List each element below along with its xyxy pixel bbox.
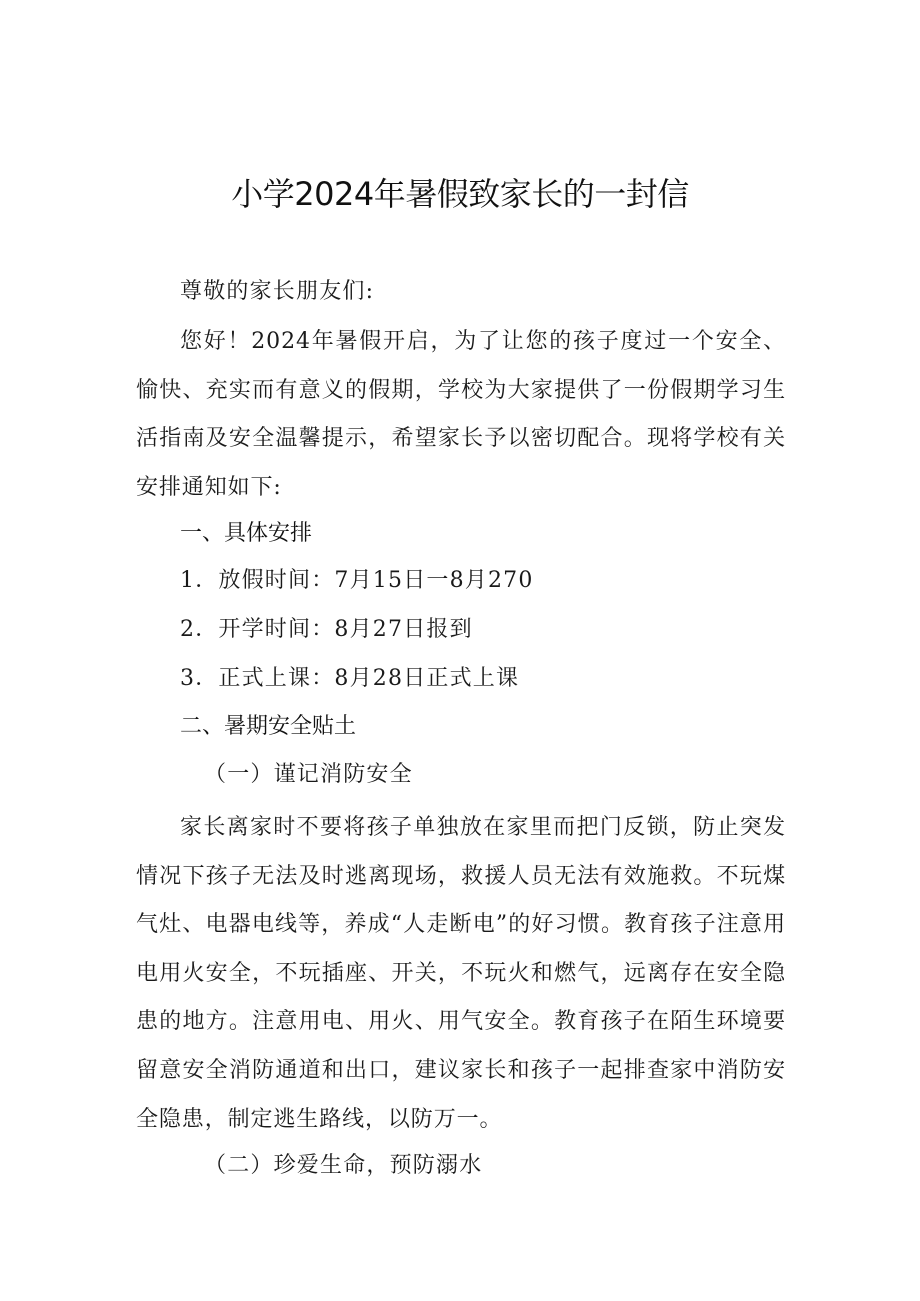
page-title: 小学2024年暑假致家长的一封信 <box>231 175 689 213</box>
section-heading-safety: 二、暑期安全贴土 <box>180 714 357 739</box>
section-heading-arrangements: 一、具体安排 <box>180 521 313 546</box>
arrangement-item: 3．正式上课：8月28日正式上课 <box>180 666 520 691</box>
arrangement-item: 2．开学时间：8月27日报到 <box>180 617 473 642</box>
subsection-heading-fire-safety: （一）谨记消防安全 <box>204 762 413 787</box>
arrangement-item: 1．放假时间：7月15日一8月270 <box>180 568 534 593</box>
greeting: 尊敬的家长朋友们: <box>180 279 375 304</box>
intro-paragraph: 您好！2024年暑假开启，为了让您的孩子度过一个安全、愉快、充实而有意义的假期，学校为大家提供了一份假期学习生活指南及安全温馨提示，希望家长予以密切配合。现将学校有关安排通知如下: <box>136 329 786 500</box>
fire-safety-paragraph: 家长离家时不要将孩子单独放在家里而把门反锁，防止突发情况下孩子无法及时逃离现场，救援人员无法有效施救。不玩煤气灶、电器电线等，养成“人走断电”的好习惯。教育孩子注意用电用火安全，不玩插座、开关，不玩火和燃气，远离存在安全隐患的地方。注意用电、用火、用气安全。教育孩子在陌生环境要留意安全消防通道和出口，建议家长和孩子一起排查家中消防安全隐患，制定逃生路线，以防万一。 <box>136 815 786 1132</box>
subsection-heading-drowning: （二）珍爱生命，预防溺水 <box>204 1153 483 1178</box>
